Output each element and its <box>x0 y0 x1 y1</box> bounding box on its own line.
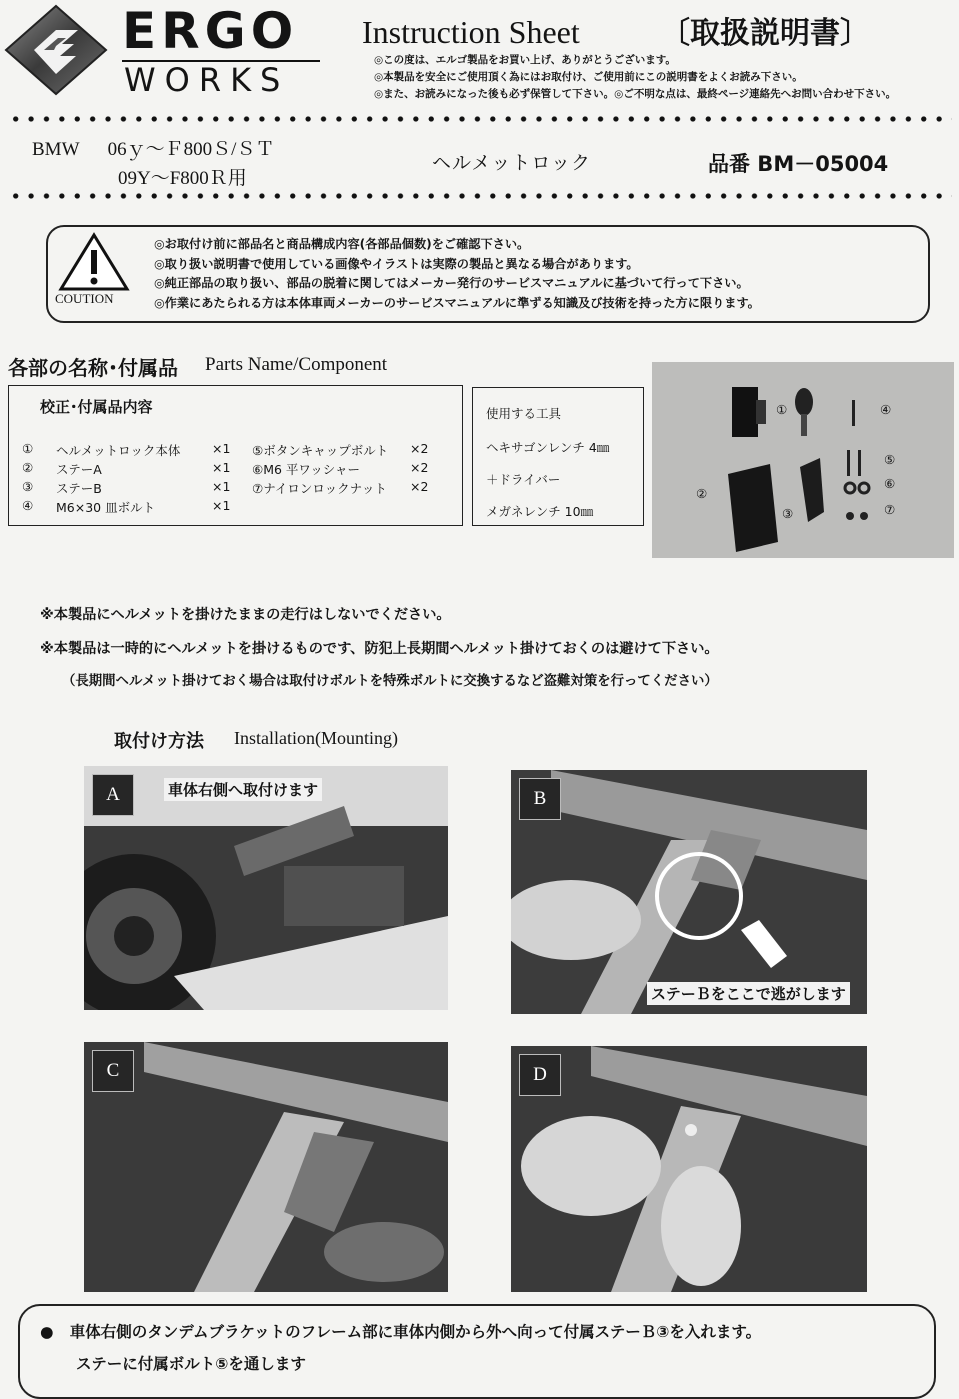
part-qty: ×1 <box>212 460 231 475</box>
parts-photo <box>652 362 954 558</box>
part-name: ステーA <box>56 462 102 477</box>
step-c-photo <box>84 1042 448 1292</box>
installation-heading-en: Installation(Mounting) <box>234 728 398 748</box>
photo-label-7: ⑦ <box>884 502 896 517</box>
part-number: 品番 BM－05004 <box>708 152 889 176</box>
step-a-callout: 車体右側へ取付けます <box>164 778 322 801</box>
step-label-c: C <box>92 1050 134 1092</box>
photo-label-2: ② <box>696 486 708 501</box>
part-name: ⑤ボタンキャップボルト <box>252 443 389 458</box>
note-line-2: ステーに付属ボルト⑤を通します <box>76 1355 306 1373</box>
title-english: Instruction Sheet <box>362 14 580 50</box>
part-name: M6×30 皿ボルト <box>56 500 156 515</box>
step-label-b: B <box>519 778 561 820</box>
part-name: ⑦ナイロンロックナット <box>252 481 387 496</box>
part-qty: ×1 <box>212 441 231 456</box>
model-line-1 <box>32 134 274 161</box>
bracket-closeup-illustration <box>511 770 867 1014</box>
parts-illustration <box>652 362 954 558</box>
photo-label-3: ③ <box>782 506 794 521</box>
part-qty: ×2 <box>410 479 429 494</box>
warning-triangle-icon <box>58 232 130 292</box>
part-qty: ×1 <box>212 498 231 513</box>
step-label-d: D <box>519 1054 561 1096</box>
part-num: ② <box>22 460 34 475</box>
photo-label-1: ① <box>776 402 788 417</box>
logo-works-text: WORKS <box>124 61 290 99</box>
part-name: ステーB <box>56 481 102 496</box>
dotted-divider <box>8 116 952 122</box>
warning-line: ※本製品は一時的にヘルメットを掛けるものです、防犯上長期間ヘルメット掛けておくのは避けて下さい。 <box>40 641 719 657</box>
tools-title: 使用する工具 <box>486 406 562 421</box>
parts-box-title: 校正･付属品内容 <box>40 398 153 416</box>
dotted-divider <box>8 193 952 199</box>
step-a-photo <box>84 766 448 1010</box>
warning-line: （長期間ヘルメット掛けておく場合は取付けボルトを特殊ボルトに交換するなど盗難対策を行ってください） <box>62 674 718 689</box>
part-num: ④ <box>22 498 34 513</box>
part-qty: ×1 <box>212 479 231 494</box>
logo-ergo-text: ERGO <box>122 2 299 60</box>
caution-line: ◎お取付け前に部品名と商品構成内容(各部品個数)をご確認下さい。 <box>154 237 530 251</box>
part-qty: ×2 <box>410 460 429 475</box>
tool-item: ヘキサゴンレンチ 4㎜ <box>486 440 610 455</box>
photo-label-4: ④ <box>880 402 892 417</box>
step-d-photo <box>511 1046 867 1292</box>
title-japanese: 〔取扱説明書〕 <box>660 16 870 51</box>
part-qty: ×2 <box>410 441 429 456</box>
bracket-installed-illustration <box>84 1042 448 1292</box>
tool-item: ＋ドライバー <box>486 472 561 487</box>
product-name: ヘルメットロック <box>432 152 592 174</box>
part-num: ③ <box>22 479 34 494</box>
maker: BMW <box>32 139 80 160</box>
part-num: ① <box>22 441 34 456</box>
caution-label: COUTION <box>55 291 114 306</box>
parts-heading-en: Parts Name/Component <box>205 354 388 375</box>
intro-notes <box>374 52 896 103</box>
tool-item: メガネレンチ 10㎜ <box>486 504 594 519</box>
note-text-1: 車体右側のタンデムブラケットのフレーム部に車体内側から外へ向って付属ステーＢ③を入れます。 <box>69 1323 762 1341</box>
model-range-2: 09Y～F800Ｒ用 <box>118 168 247 189</box>
motorcycle-frame-illustration <box>84 766 448 1010</box>
model-range-1: 06ｙ～Ｆ800Ｓ/ＳＴ <box>107 139 275 160</box>
caution-line: ◎純正部品の取り扱い、部品の脱着に関してはメーカー発行のサービスマニュアルに基づいて行って下さい。 <box>154 276 749 291</box>
step-b-callout: ステーＢをここで逃がします <box>647 982 850 1005</box>
intro-line: ◎この度は、エルゴ製品をお買い上げ、ありがとうございます。 <box>374 54 676 66</box>
intro-line: ◎本製品を安全にご使用頂く為にはお取付け、ご使用前にこの説明書をよくお読み下さい。 <box>374 71 803 83</box>
caution-text <box>154 235 760 313</box>
caution-line: ◎取り扱い説明書で使用している画像やイラストは実際の製品と異なる場合があります。 <box>154 256 639 271</box>
parts-heading-jp: 各部の名称･付属品 <box>8 356 178 380</box>
caution-line: ◎作業にあたられる方は本体車両メーカーのサービスマニュアルに準ずる知識及び技術を持った方に限ります。 <box>154 295 760 310</box>
bullet-icon: ● <box>40 1323 54 1341</box>
note-line-1 <box>40 1320 761 1342</box>
ergo-logo-icon <box>4 4 108 96</box>
installation-heading-jp: 取付け方法 <box>114 731 204 752</box>
step-b-photo <box>511 770 867 1014</box>
part-name: ⑥M6 平ワッシャー <box>252 462 361 477</box>
step-label-a: A <box>92 774 134 816</box>
part-name: ヘルメットロック本体 <box>56 443 181 458</box>
intro-line: ◎また、お読みになった後も必ず保管して下さい。◎ご不明な点は、最終ページ連絡先へお問い合わせ下さい。 <box>374 88 897 100</box>
warning-line: ※本製品にヘルメットを掛けたままの走行はしないでください。 <box>40 607 451 623</box>
photo-label-6: ⑥ <box>884 476 896 491</box>
bolt-insertion-illustration <box>511 1046 867 1292</box>
photo-label-5: ⑤ <box>884 452 896 467</box>
